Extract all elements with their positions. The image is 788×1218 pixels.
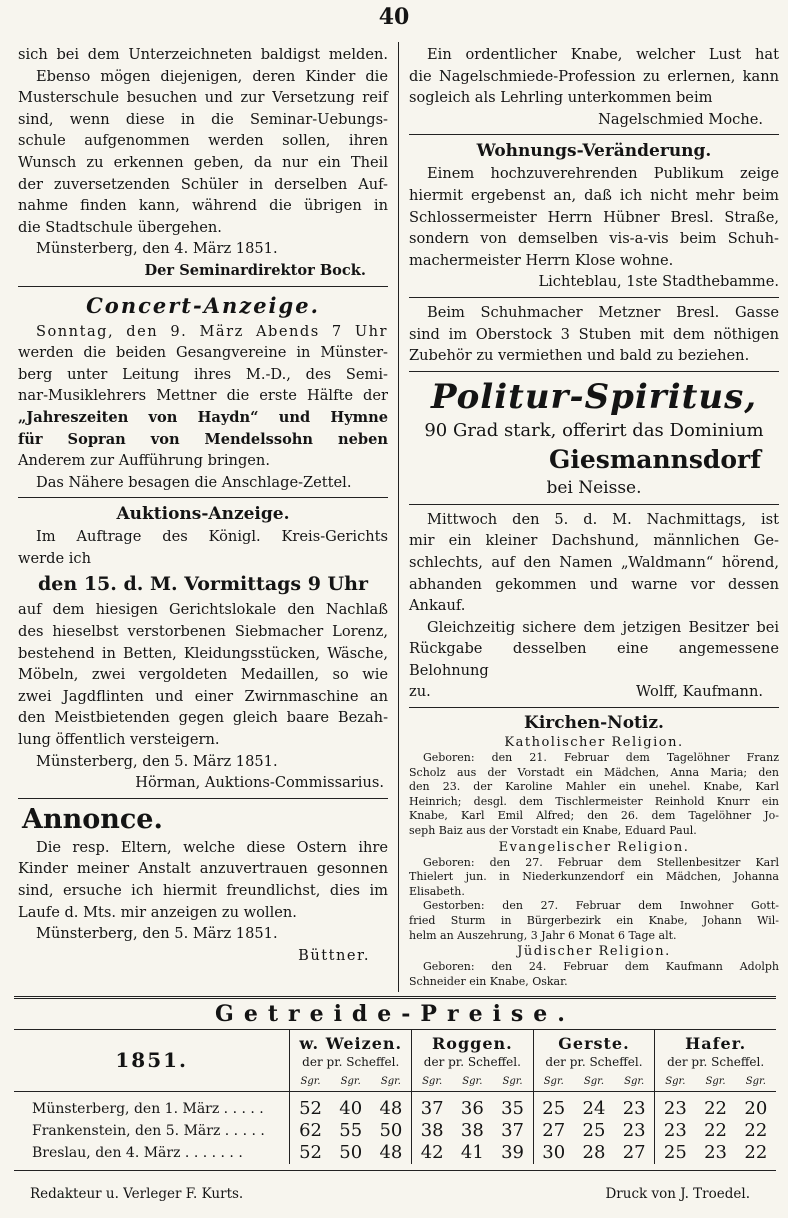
apprentice-notice: [409, 44, 779, 130]
text-line: schule aufgenommen werden sollen, ihren: [18, 132, 388, 150]
church-notice: [409, 712, 779, 989]
unit-label: Sgr.: [331, 1072, 371, 1092]
per-label: der pr. Scheffel.: [290, 1053, 412, 1072]
price-cell: 23: [655, 1092, 696, 1121]
text-line: zwei Jagdflinten und einer Zwirnmaschine an: [18, 687, 388, 705]
text-line: Im Auftrage des Königl. Kreis-Gerichts: [36, 528, 388, 546]
price-cell: 52: [290, 1142, 331, 1164]
price-cell: 55: [339, 1120, 363, 1141]
text-line: der zuversetzenden Schüler in derselben Auf-: [18, 175, 388, 193]
estate-name: Giesmannsdorf: [549, 444, 761, 474]
editor-credit: Redakteur u. Verleger F. Kurts.: [30, 1186, 244, 1202]
printer-credit: Druck von J. Troedel.: [605, 1186, 750, 1202]
footer-rule: [14, 1170, 776, 1171]
text-line: Schneider ein Knabe, Oskar.: [409, 974, 568, 988]
price-cell: 23: [622, 1120, 646, 1141]
price-cell: 35: [501, 1098, 524, 1119]
price-cell: 22: [704, 1098, 728, 1119]
signature: Büttner.: [298, 946, 370, 964]
text-line: Gestorben: den 27. Februar dem Inwohner Gott-: [423, 899, 779, 913]
separator: [409, 707, 779, 708]
text-line: Heinrich; desgl. dem Tischlermeister Reinhold Knurr ein: [409, 794, 779, 808]
market-place: Breslau, den 4. März . . . . . . .: [32, 1145, 243, 1161]
price-rows: [14, 1092, 776, 1165]
text-line: den Meistbietenden gegen gleich baare Bezah-: [18, 709, 388, 727]
price-cell: 52: [290, 1092, 331, 1121]
text-line: schlechts, auf den Namen „Waldmann“ hörend,: [409, 553, 779, 571]
place-date: Münsterberg, den 5. März 1851.: [36, 752, 278, 770]
price-row: [14, 1142, 776, 1164]
text-line: mir ein kleiner Dachshund, männlichen Ge-: [409, 532, 779, 550]
annonce-heading: Annonce.: [22, 803, 163, 835]
grain-price-table: [14, 996, 776, 1164]
text-line: sind, wenn diese in die Seminar-Uebungs-: [18, 110, 388, 128]
column-divider: [398, 42, 399, 992]
text-line: helm an Auszehrung, 3 Jahr 6 Monat 6 Tage alt.: [409, 928, 677, 942]
text-line: lung öffentlich versteigern.: [18, 731, 220, 749]
price-cell: 37: [501, 1120, 524, 1141]
auction-heading: Auktions-Anzeige.: [116, 504, 290, 525]
text-line: sind, ersuche ich hiermit freundlichst, dies im: [18, 882, 388, 899]
price-cell: 22: [744, 1142, 768, 1163]
grain-header: Hafer.: [655, 1030, 776, 1053]
text-line: Geboren: den 27. Februar dem Stellenbesitzer Karl: [423, 855, 779, 869]
grain-header: Gerste.: [533, 1030, 655, 1053]
header-row-grains: [14, 1030, 776, 1053]
market-place: Münsterberg, den 1. März . . . . .: [32, 1101, 264, 1117]
price-cell: 25: [533, 1092, 574, 1121]
subheading: Katholischer Religion.: [504, 735, 684, 751]
right-column: [409, 44, 779, 989]
unit-label: Sgr.: [736, 1072, 776, 1092]
left-column: [18, 44, 388, 966]
text-line: den 23. der Karoline Mahler ein unehel. Knabe, Karl: [409, 780, 779, 794]
residence-heading: Wohnungs-Veränderung.: [476, 141, 712, 162]
unit-label: Sgr.: [452, 1072, 492, 1092]
text-line: Die resp. Eltern, welche diese Ostern ihre: [36, 838, 388, 856]
price-cell: 39: [501, 1142, 524, 1163]
text-line: Scholz aus der Vorstadt ein Mädchen, Anna Maria; den: [409, 765, 779, 779]
politur-heading: Politur-Spiritus,: [430, 376, 758, 417]
residence-change-notice: [409, 139, 779, 293]
lost-dog-notice: [409, 509, 779, 703]
text-line: Beim Schuhmacher Metzner Bresl. Gasse: [427, 303, 779, 321]
price-cell: 27: [622, 1142, 646, 1163]
concert-notice: [18, 291, 388, 494]
price-cell: 48: [379, 1098, 403, 1119]
price-cell: 40: [339, 1098, 363, 1119]
per-label: der pr. Scheffel.: [412, 1053, 534, 1072]
text-line: Das Nähere besagen die Anschlage-Zettel.: [36, 473, 352, 491]
text-line: Einem hochzuverehrenden Publikum zeige: [427, 165, 779, 183]
separator: [409, 134, 779, 135]
text-line: machermeister Herrn Klose wohne.: [409, 251, 674, 269]
price-cell: 38: [412, 1120, 453, 1142]
separator: [409, 371, 779, 372]
text-line: Ebenso mögen diejenigen, deren Kinder die: [36, 67, 388, 85]
price-cell: 41: [460, 1142, 484, 1163]
text-line: nahme finden kann, während die übrigen in: [18, 197, 388, 215]
signature: Der Seminardirektor Bock.: [144, 261, 366, 279]
unit-label: Sgr.: [695, 1072, 735, 1092]
text-line: Knabe, Karl Emil Alfred; den 26. dem Tagelöhner Jo-: [409, 809, 779, 823]
signature: Nagelschmied Moche.: [598, 110, 763, 128]
text-line: die Nagelschmiede-Profession zu erlernen, kann: [409, 67, 779, 85]
concert-heading: Concert-Anzeige.: [86, 292, 320, 318]
text-line: abhanden gekommen und warne vor dessen: [409, 575, 779, 593]
text-line: hiermit ergebenst an, daß ich nicht mehr beim: [409, 186, 779, 204]
closing-line: [409, 681, 779, 703]
text-line: Ankauf.: [409, 597, 466, 615]
auction-notice: [18, 502, 388, 794]
place-date: Münsterberg, den 5. März 1851.: [36, 925, 278, 943]
text-line: sondern von demselben vis-a-vis beim Schuh-: [409, 230, 779, 248]
text-line: auf dem hiesigen Gerichtslokale den Nachlaß: [18, 601, 388, 619]
price-cell: 23: [704, 1142, 728, 1163]
text-line: Geboren: den 21. Februar dem Tagelöhner Franz: [423, 751, 779, 765]
text-line: seph Baiz aus der Vorstadt ein Knabe, Eduard Paul.: [409, 824, 697, 838]
signature: Wolff, Kaufmann.: [636, 683, 763, 701]
price-grid: [14, 1030, 776, 1164]
page-number: 40: [378, 4, 410, 30]
unit-label: Sgr.: [371, 1072, 412, 1092]
text-line: Geboren: den 24. Februar dem Kaufmann Adolph: [423, 960, 779, 974]
text-line: berg unter Leitung ihres M.-D., des Semi-: [18, 365, 388, 383]
text-line: sind im Oberstock 3 Stuben mit dem nöthigen: [409, 325, 779, 343]
text-line: für Sopran von Mendelssohn neben: [18, 430, 388, 448]
text-line: Musterschule besuchen und zur Versetzung reif: [18, 89, 388, 107]
text-line: Möbeln, zwei vergoldeten Medaillen, so wie: [18, 666, 388, 684]
unit-label: Sgr.: [412, 1072, 453, 1092]
text-line: nar-Musiklehrers Mettner die erste Hälfte der: [18, 387, 388, 405]
place-date: Münsterberg, den 4. März 1851.: [36, 240, 278, 258]
text-line: werde ich: [18, 549, 91, 567]
text-line: zu.: [409, 683, 431, 701]
text-line: Kinder meiner Anstalt anzuvertrauen gesonnen: [18, 860, 388, 878]
price-cell: 23: [622, 1098, 646, 1119]
text-line: fried Sturm in Bürgerbezirk ein Knabe, Johann Wil-: [409, 914, 779, 927]
unit-label: Sgr.: [574, 1072, 614, 1092]
text-line: Elisabeth.: [409, 884, 465, 898]
text-line: 90 Grad stark, offerirt das Dominium: [424, 419, 764, 441]
subheading: Evangelischer Religion.: [498, 839, 690, 855]
signature: Lichteblau, 1ste Stadthebamme.: [538, 273, 779, 291]
text-line: werden die beiden Gesangvereine in Münster-: [18, 344, 388, 362]
price-cell: 23: [655, 1120, 696, 1142]
text-line: sogleich als Lehrling unterkommen beim: [409, 89, 713, 107]
price-cell: 50: [379, 1120, 403, 1141]
auction-date: den 15. d. M. Vormittags 9 Uhr: [38, 573, 368, 596]
price-cell: 28: [582, 1142, 606, 1163]
subheading: Jüdischer Religion.: [517, 944, 671, 960]
text-line: Schlossermeister Herrn Hübner Bresl. Straße,: [409, 208, 779, 226]
price-cell: 62: [290, 1120, 331, 1142]
text-line: Zubehör zu vermiethen und bald zu beziehen.: [409, 347, 750, 365]
separator: [409, 504, 779, 505]
price-row: [14, 1120, 776, 1142]
unit-label: Sgr.: [290, 1072, 331, 1092]
text-line: des hieselbst verstorbenen Siebmacher Lorenz,: [18, 623, 388, 641]
text-line: Rückgabe desselben eine angemessene Belohnung: [409, 640, 779, 679]
price-cell: 25: [655, 1142, 696, 1164]
price-cell: 36: [460, 1098, 484, 1119]
separator: [409, 297, 779, 298]
text-line: Ein ordentlicher Knabe, welcher Lust hat: [427, 46, 779, 63]
text-line: Anderem zur Aufführung bringen.: [18, 452, 270, 470]
text-line: Mittwoch den 5. d. M. Nachmittags, ist: [427, 510, 779, 528]
price-cell: 37: [412, 1092, 453, 1121]
price-cell: 27: [533, 1120, 574, 1142]
text-line: Thielert jun. in Niederkunzendorf ein Mädchen, Johanna: [409, 870, 779, 884]
grain-header: w. Weizen.: [290, 1030, 412, 1053]
price-cell: 50: [339, 1142, 363, 1163]
politur-notice: [409, 376, 779, 500]
market-place: Frankenstein, den 5. März . . . . .: [32, 1123, 265, 1139]
signature: Hörman, Auktions-Commissarius.: [135, 774, 384, 792]
unit-label: Sgr.: [492, 1072, 533, 1092]
year-label: 1851.: [14, 1030, 290, 1092]
price-row: [14, 1092, 776, 1121]
unit-label: Sgr.: [533, 1072, 574, 1092]
grain-header: Roggen.: [412, 1030, 534, 1053]
text-line: bestehend in Betten, Kleidungsstücken, Wäsche,: [18, 644, 388, 662]
text-line: Sonntag, den 9. März Abends 7 Uhr: [36, 322, 388, 340]
text-line: die Stadtschule übergehen.: [18, 218, 222, 236]
text-line: sich bei dem Unterzeichneten baldigst melden.: [18, 46, 388, 63]
text-line: Gleichzeitig sichere dem jetzigen Besitzer bei: [427, 618, 779, 636]
price-cell: 42: [412, 1142, 453, 1164]
unit-label: Sgr.: [614, 1072, 655, 1092]
price-cell: 20: [744, 1098, 768, 1119]
unit-label: Sgr.: [655, 1072, 696, 1092]
church-heading: Kirchen-Notiz.: [524, 713, 664, 734]
price-cell: 25: [582, 1120, 606, 1141]
text-line: bei Neisse.: [546, 477, 642, 498]
price-cell: 48: [379, 1142, 403, 1163]
price-cell: 30: [533, 1142, 574, 1164]
seminar-notice: [18, 44, 388, 282]
text-line: Laufe d. Mts. mir anzeigen zu wollen.: [18, 903, 297, 921]
separator: [18, 286, 388, 287]
rooms-notice: [409, 302, 779, 367]
separator: [18, 798, 388, 799]
annonce-notice: [18, 803, 388, 967]
price-cell: 38: [460, 1120, 484, 1141]
text-line: Wunsch zu erkennen geben, da nur ein Theil: [18, 153, 388, 171]
price-cell: 24: [582, 1098, 606, 1119]
per-label: der pr. Scheffel.: [655, 1053, 776, 1072]
text-line: „Jahreszeiten von Haydn“ und Hymne: [18, 408, 388, 426]
per-label: der pr. Scheffel.: [533, 1053, 655, 1072]
table-title: Getreide-Preise.: [14, 996, 776, 1030]
separator: [18, 497, 388, 498]
price-cell: 22: [704, 1120, 728, 1141]
price-cell: 22: [744, 1120, 768, 1141]
